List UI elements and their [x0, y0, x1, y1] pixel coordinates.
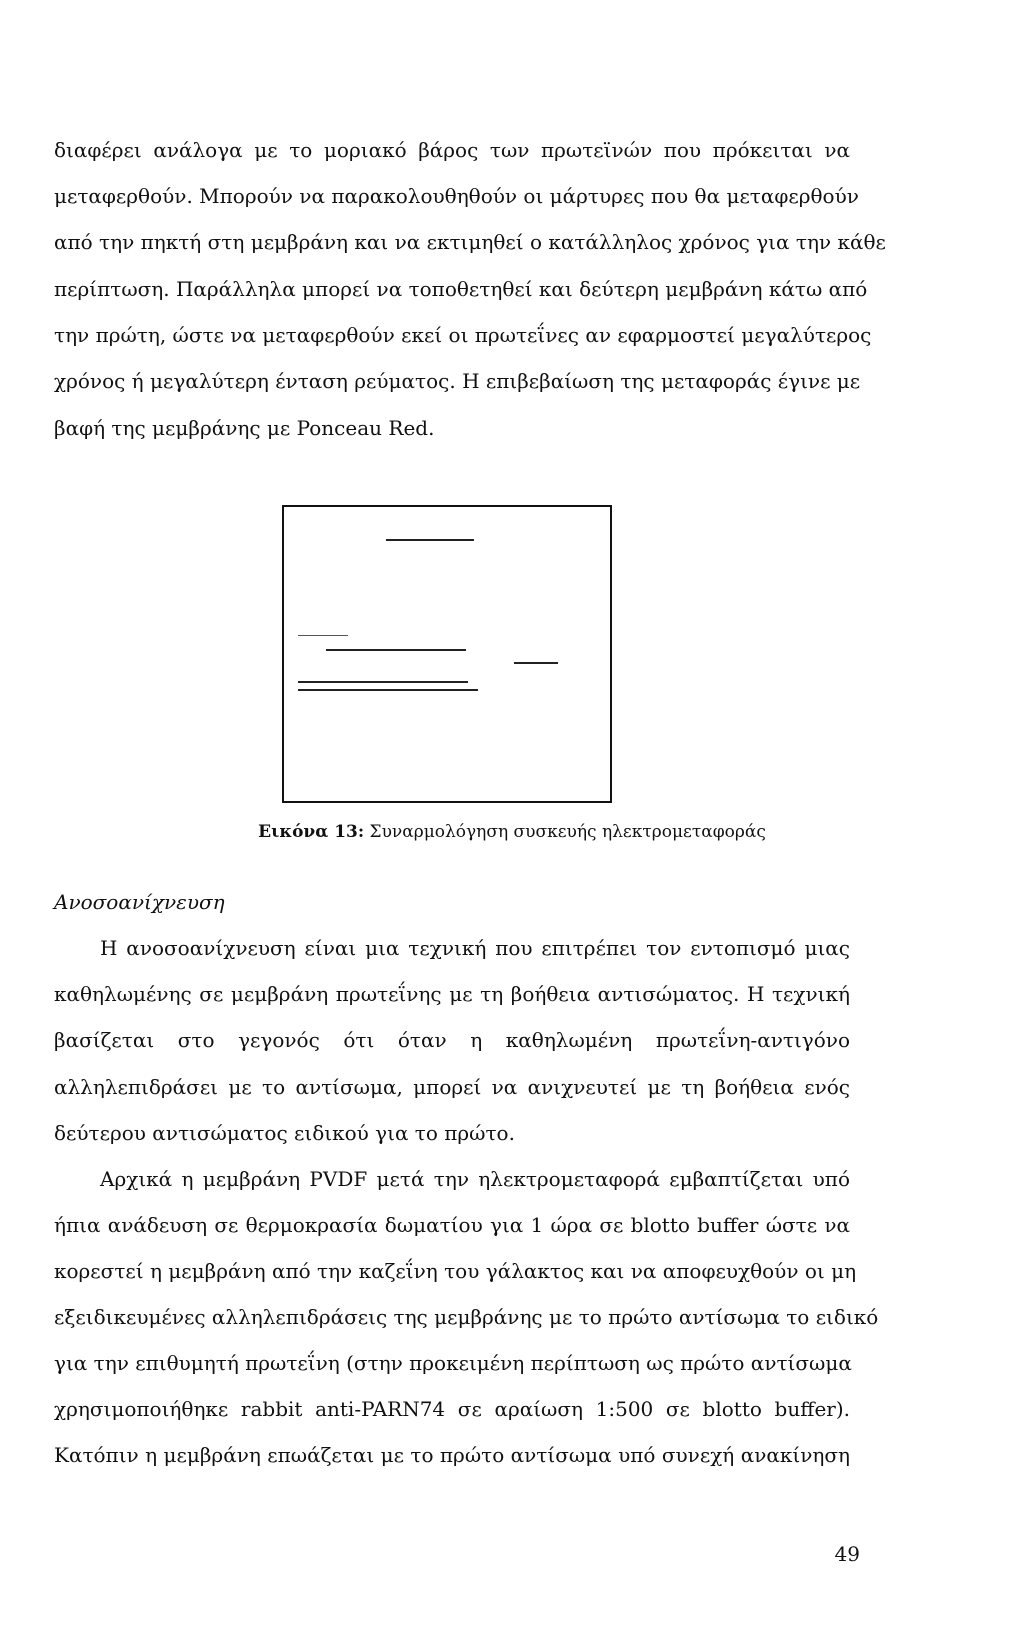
figure-caption [0, 820, 1024, 844]
text-line: εξειδικευμένες αλληλεπιδράσεις της μεμβράνης με το πρώτο αντίσωμα το ειδικό [54, 1305, 879, 1329]
text-line: περίπτωση. Παράλληλα μπορεί να τοποθετηθεί και δεύτερη μεμβράνη κάτω από [54, 277, 868, 301]
text-line: Κατόπιν η μεμβράνη επωάζεται με το πρώτο αντίσωμα υπό συνεχή ανακίνηση [54, 1443, 850, 1467]
text-line: αλληλεπιδράσει με το αντίσωμα, μπορεί να ανιχνευτεί με τη βοήθεια ενός [54, 1075, 850, 1099]
section-heading: Ανοσοανίχνευση [54, 890, 225, 914]
gel-band [386, 539, 474, 541]
text-line: δεύτερου αντισώματος ειδικού για το πρώτο. [54, 1121, 515, 1145]
caption-text: Συναρμολόγηση συσκευής ηλεκτρομεταφοράς [369, 822, 766, 842]
text-line: κορεστεί η μεμβράνη από την καζεΐνη του γάλακτος και να αποφευχθούν οι μη [54, 1259, 857, 1283]
gel-band [326, 649, 466, 651]
text-line: για την επιθυμητή πρωτεΐνη (στην προκειμένη περίπτωση ως πρώτο αντίσωμα [54, 1351, 852, 1375]
gel-band [298, 635, 348, 636]
gel-band [298, 689, 478, 691]
text-line: ήπια ανάδευση σε θερμοκρασία δωματίου για 1 ώρα σε blotto buffer ώστε να [54, 1213, 850, 1237]
text-line: βασίζεται στο γεγονός ότι όταν η καθηλωμένη πρωτεΐνη-αντιγόνο [54, 1028, 850, 1052]
text-line: Αρχικά η μεμβράνη PVDF μετά την ηλεκτρομεταφορά εμβαπτίζεται υπό [100, 1167, 850, 1191]
text-line: βαφή της μεμβράνης με Ponceau Red. [54, 416, 435, 440]
gel-band [514, 662, 558, 664]
text-line: καθηλωμένης σε μεμβράνη πρωτεΐνης με τη βοήθεια αντισώματος. Η τεχνική [54, 982, 850, 1006]
text-line: Η ανοσοανίχνευση είναι μια τεχνική που επιτρέπει τον εντοπισμό μιας [100, 936, 850, 960]
text-line: διαφέρει ανάλογα με το μοριακό βάρος των πρωτεϊνών που πρόκειται να [54, 138, 850, 162]
text-line: χρησιμοποιήθηκε rabbit anti-PARN74 σε αραίωση 1:500 σε blotto buffer). [54, 1397, 850, 1421]
page-number: 49 [834, 1542, 860, 1566]
gel-band [298, 681, 468, 683]
figure-image [282, 505, 612, 803]
text-line: την πρώτη, ώστε να μεταφερθούν εκεί οι πρωτεΐνες αν εφαρμοστεί μεγαλύτερος [54, 323, 872, 347]
text-line: μεταφερθούν. Μπορούν να παρακολουθηθούν οι μάρτυρες που θα μεταφερθούν [54, 184, 859, 208]
caption-label: Εικόνα 13: [258, 822, 365, 842]
text-line: από την πηκτή στη μεμβράνη και να εκτιμηθεί ο κατάλληλος χρόνος για την κάθε [54, 230, 886, 254]
text-line: χρόνος ή μεγαλύτερη ένταση ρεύματος. Η επιβεβαίωση της μεταφοράς έγινε με [54, 369, 861, 393]
